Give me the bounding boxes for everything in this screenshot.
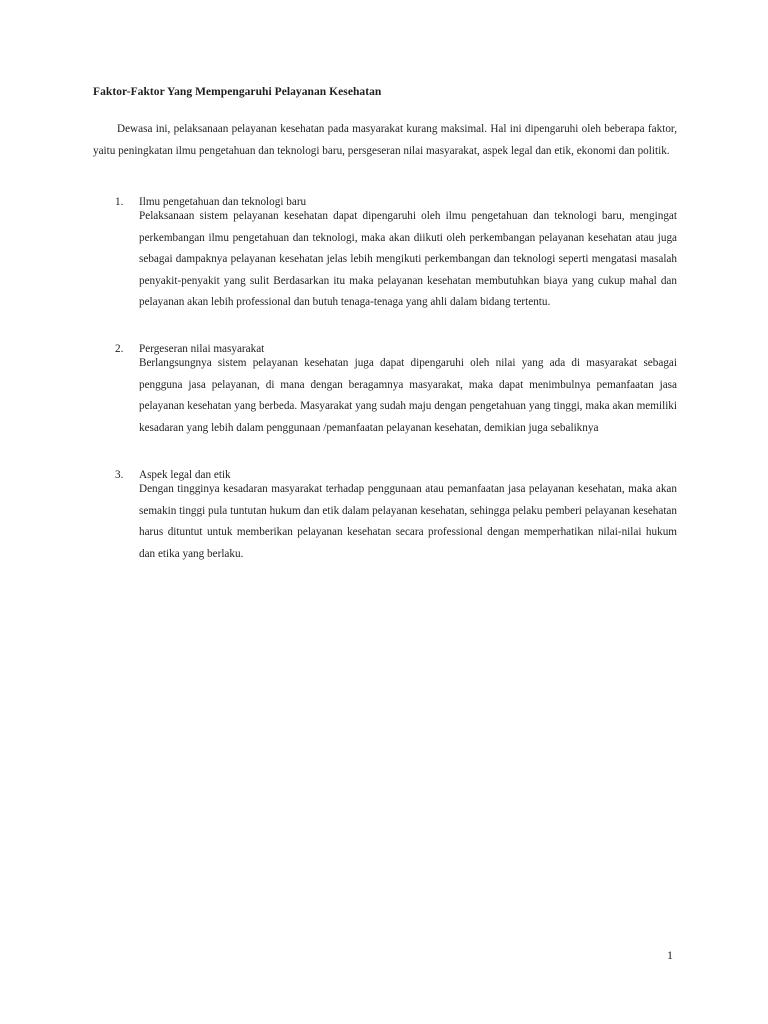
list-item-heading: Pergeseran nilai masyarakat [139, 343, 265, 355]
list-item-number: 2. [115, 343, 124, 355]
page-number: 1 [667, 948, 673, 962]
list-item-body: Pelaksanaan sistem pelayanan kesehatan dapat dipengaruhi oleh ilmu pengetahuan dan teknologi baru, mengingat perkembangan ilmu pengetahuan dan teknologi, maka akan diikuti oleh perkembangan pelayanan kesehatan atau juga sebagai dampaknya pelayanan kesehatan jelas lebih mengikuti perkembangan dan teknologi seperti mengatasi masalah penyakit-penyakit yang sulit Berdasarkan itu maka pelayanan kesehatan membutuhkan biaya yang cukup mahal dan pelayanan akan lebih professional dan butuh tenaga-tenaga yang ahli dalam bidang tertentu. [139, 210, 677, 308]
list-item-body: Berlangsungnya sistem pelayanan kesehatan juga dapat dipengaruhi oleh nilai yang ada di masyarakat sebagai pengguna jasa pelayanan, di mana dengan beragamnya masyarakat, maka dapat menimbulnya pemanfaatan jasa pelayanan kesehatan yang berbeda. Masyarakat yang sudah maju dengan pengetahuan yang tinggi, maka akan memiliki kesadaran yang lebih dalam penggunaan /pemanfaatan pelayanan kesehatan, demikian juga sebaliknya [139, 357, 677, 434]
list-item-number: 1. [115, 196, 124, 208]
list-item-heading: Ilmu pengetahuan dan teknologi baru [139, 196, 307, 208]
intro-paragraph: Dewasa ini, pelaksanaan pelayanan kesehatan pada masyarakat kurang maksimal. Hal ini dipengaruhi oleh beberapa faktor, yaitu peningkatan ilmu pengetahuan dan teknologi baru, persgeseran nilai masyarakat, aspek legal dan etik, ekonomi dan politik. [93, 123, 677, 157]
document-title: Faktor-Faktor Yang Mempengaruhi Pelayanan Kesehatan [93, 86, 382, 98]
list-item-body: Dengan tingginya kesadaran masyarakat terhadap penggunaan atau pemanfaatan jasa pelayanan kesehatan, maka akan semakin tinggi pula tuntutan hukum dan etik dalam pelayanan kesehatan, sehingga pelaku pemberi pelayanan kesehatan harus dituntut untuk memberikan pelayanan kesehatan secara professional dengan memperhatikan nilai-nilai hukum dan etika yang berlaku. [139, 483, 677, 560]
list-item-heading: Aspek legal dan etik [139, 469, 231, 481]
list-item-number: 3. [115, 469, 124, 481]
